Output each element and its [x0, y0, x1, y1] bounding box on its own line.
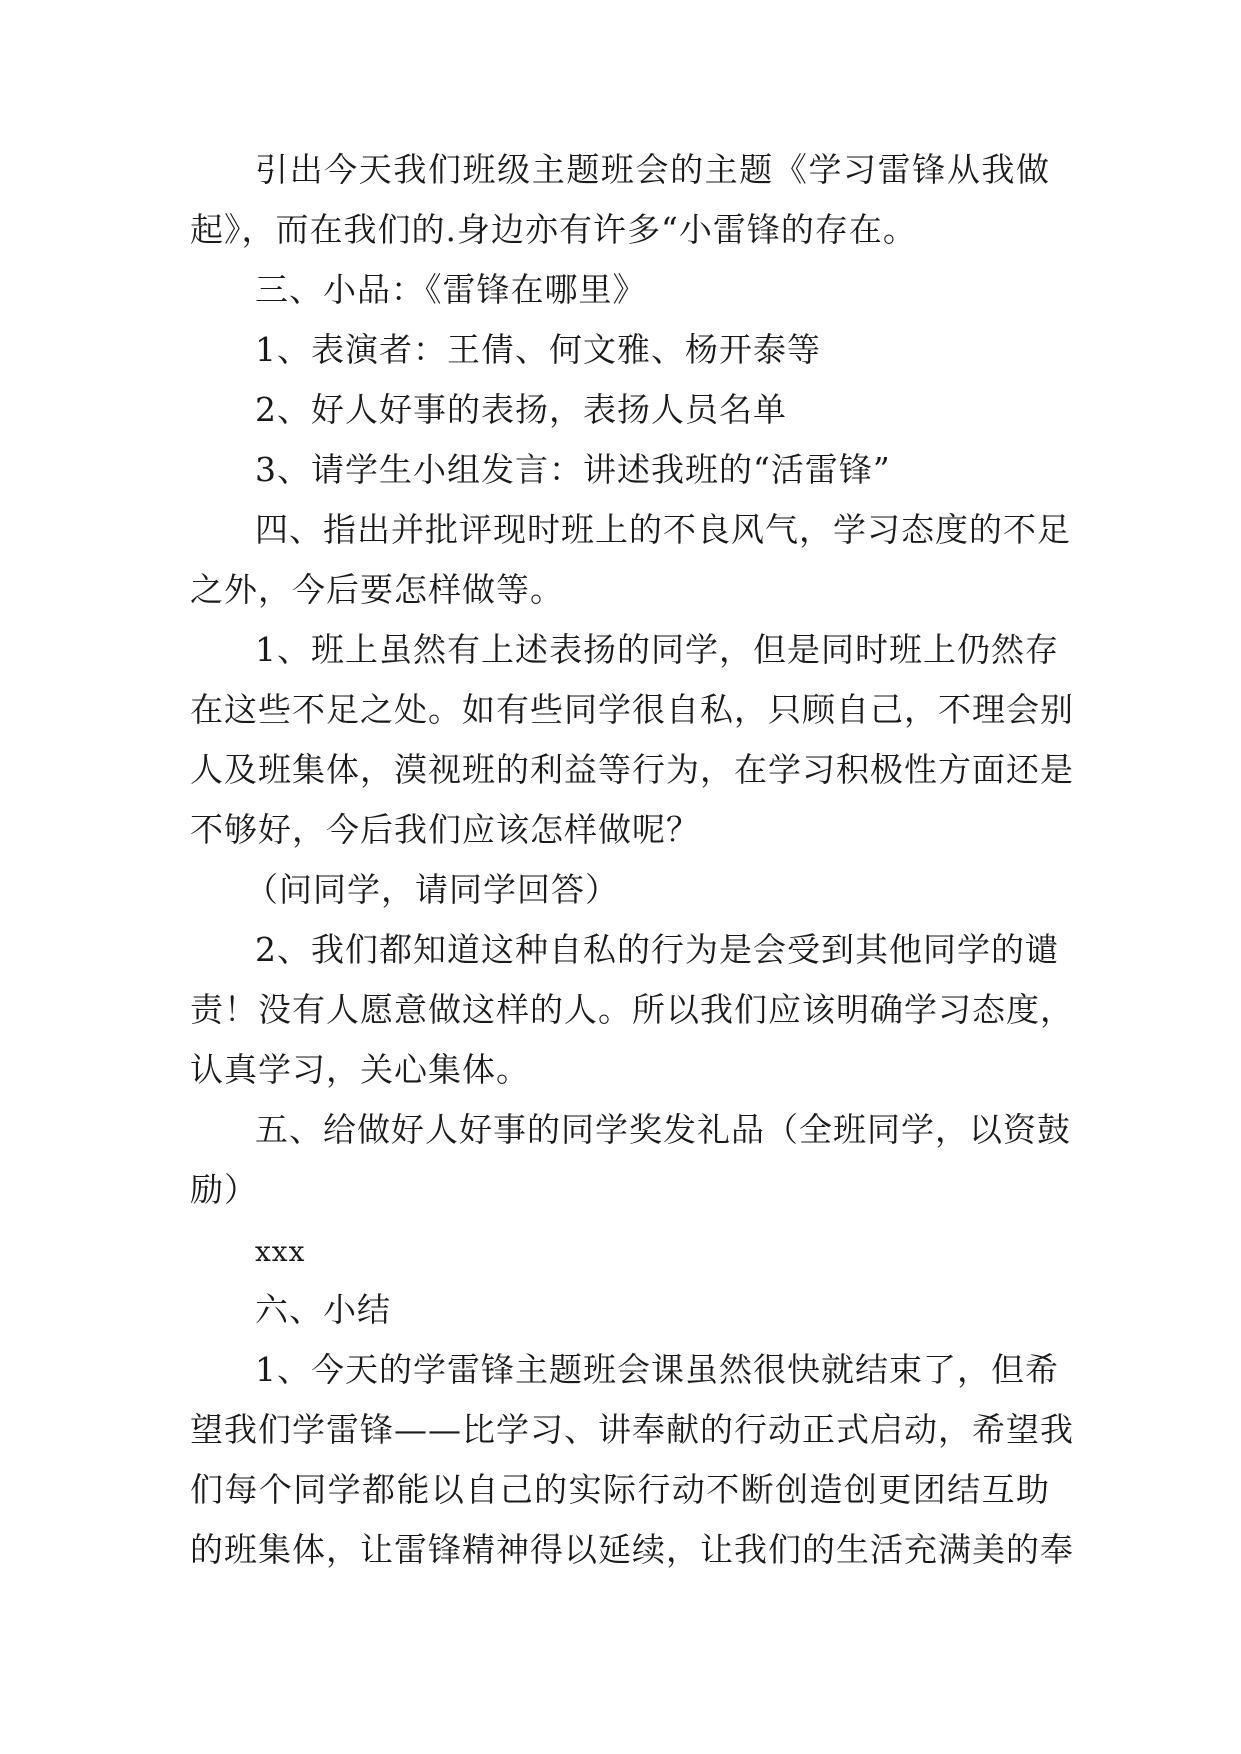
- list-item: 1、班上虽然有上述表扬的同学，但是同时班上仍然存: [255, 630, 1059, 669]
- paragraph-line: 的班集体，让雷锋精神得以延续，让我们的生活充满美的奉: [190, 1530, 1074, 1569]
- paragraph-line: （问同学，请同学回答）: [245, 870, 619, 909]
- paragraph-line: 励）: [190, 1170, 258, 1209]
- paragraph-line: 不够好，今后我们应该怎样做呢？: [190, 810, 700, 849]
- list-item: 3、请学生小组发言：讲述我班的“活雷锋”: [255, 450, 891, 489]
- list-item: 1、今天的学雷锋主题班会课虽然很快就结束了，但希: [255, 1350, 1059, 1389]
- section-heading: 四、指出并批评现时班上的不良风气，学习态度的不足: [255, 510, 1071, 549]
- section-heading: 五、给做好人好事的同学奖发礼品（全班同学，以资鼓: [255, 1110, 1071, 1149]
- list-item: 1、表演者：王倩、何文雅、杨开泰等: [255, 330, 821, 369]
- paragraph-line: 认真学习，关心集体。: [190, 1050, 530, 1089]
- paragraph-line: 们每个同学都能以自己的实际行动不断创造创更团结互助: [190, 1470, 1050, 1509]
- paragraph-line: 引出今天我们班级主题班会的主题《学习雷锋从我做: [255, 150, 1050, 189]
- paragraph-line: 起》，而在我们的.身边亦有许多“小雷锋的存在。: [190, 210, 917, 249]
- section-heading: 六、小结: [255, 1290, 391, 1329]
- section-heading: 三、小品：《雷锋在哪里》: [255, 270, 647, 309]
- placeholder-text: xxx: [255, 1235, 306, 1268]
- paragraph-line: 望我们学雷锋——比学习、讲奉献的行动正式启动，希望我: [190, 1410, 1074, 1449]
- paragraph-line: 责！没有人愿意做这样的人。所以我们应该明确学习态度，: [190, 990, 1074, 1029]
- list-item: 2、我们都知道这种自私的行为是会受到其他同学的谴: [255, 930, 1059, 969]
- list-item: 2、好人好事的表扬，表扬人员名单: [255, 390, 787, 429]
- paragraph-line: 人及班集体，漠视班的利益等行为，在学习积极性方面还是: [190, 750, 1074, 789]
- paragraph-line: 在这些不足之处。如有些同学很自私，只顾自己，不理会别: [190, 690, 1074, 729]
- paragraph-line: 之外，今后要怎样做等。: [190, 570, 564, 609]
